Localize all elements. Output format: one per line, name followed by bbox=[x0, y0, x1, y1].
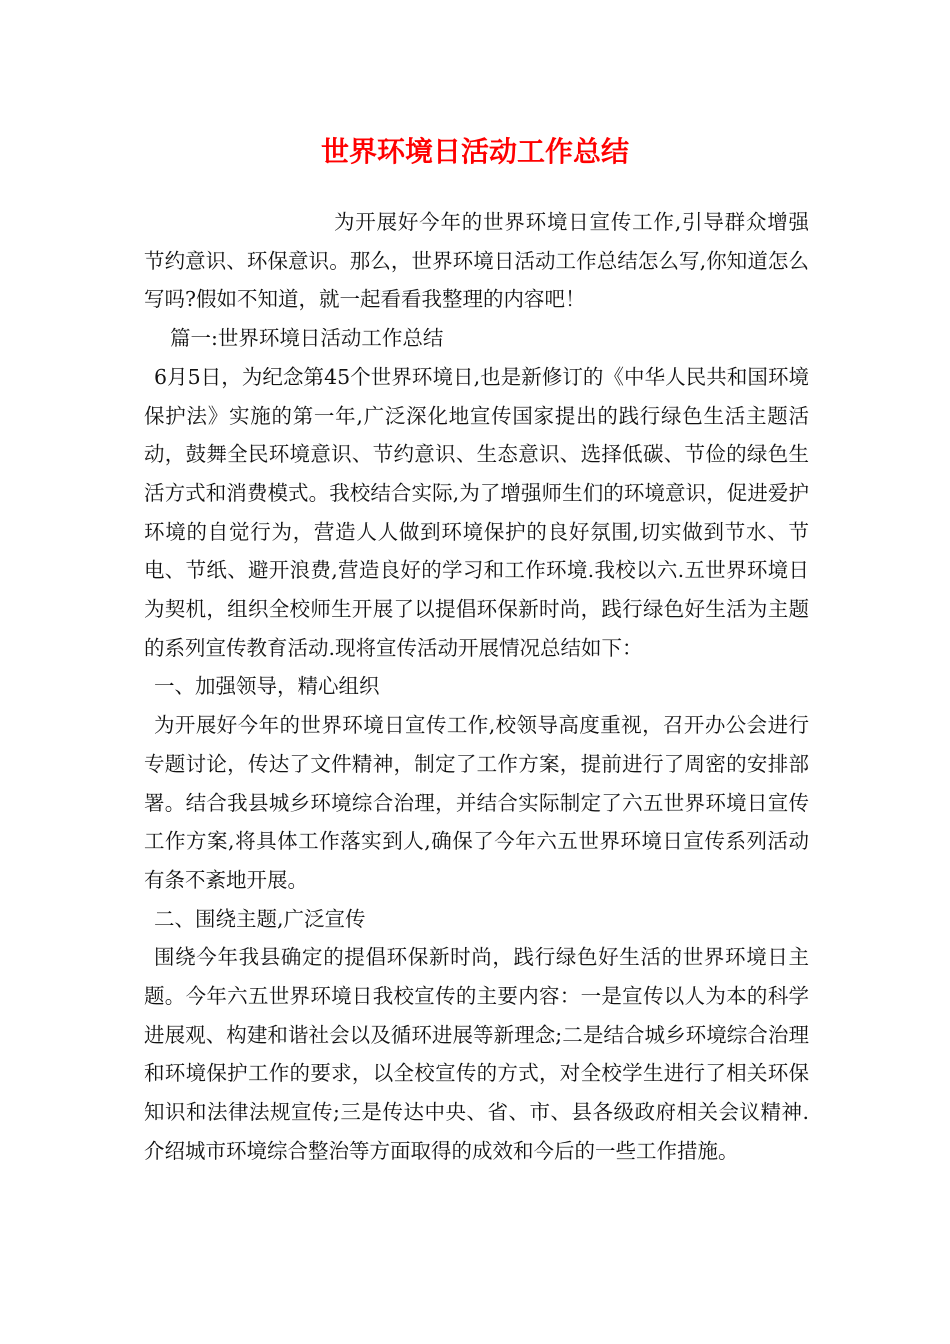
section-heading-part-one: 篇一:世界环境日活动工作总结 bbox=[170, 326, 444, 351]
document-title: 世界环境日活动工作总结 bbox=[320, 135, 629, 168]
section-heading: 一、加强领导，精心组织 bbox=[154, 674, 380, 699]
body-paragraph: 围绕今年我县确定的提倡环保新时尚，践行绿色好生活的世界环境日主题。今年六五世界环境日我校宣传的主要内容：一是宣传以人为本的科学进展观、构建和谐社会以及循环进展等新理念;二是结合城乡环境综合治理和环境保护工作的要求，以全校宣传的方式，对全校学生进行了相关环保知识和法律法规宣传;三是传达中央、省、市、县各级政府相关会议精神.介绍城市环境综合整治等方面取得的成效和今后的一些工作措施。 bbox=[144, 945, 809, 1163]
intro-paragraph: 为开展好今年的世界环境日宣传工作,引导群众增强节约意识、环保意识。那么，世界环境日活动工作总结怎么写,你知道怎么写吗?假如不知道，就一起看看我整理的内容吧！ bbox=[144, 210, 809, 312]
document-body bbox=[144, 203, 809, 1171]
section-heading: 二、围绕主题,广泛宣传 bbox=[154, 906, 366, 931]
body-paragraph: 为开展好今年的世界环境日宣传工作,校领导高度重视，召开办公会进行专题讨论，传达了文件精神，制定了工作方案，提前进行了周密的安排部署。结合我县城乡环境综合治理，并结合实际制定了六五世界环境日宣传工作方案,将具体工作落实到人,确保了今年六五世界环境日宣传系列活动有条不紊地开展。 bbox=[144, 713, 809, 892]
body-paragraph: 6月5日，为纪念第45个世界环境日,也是新修订的《中华人民共和国环境保护法》实施的第一年,广泛深化地宣传国家提出的践行绿色生活主题活动，鼓舞全民环境意识、节约意识、生态意识、选择低碳、节俭的绿色生活方式和消费模式。我校结合实际,为了增强师生们的环境意识，促进爱护环境的自觉行为，营造人人做到环境保护的良好氛围,切实做到节水、节电、节纸、避开浪费,营造良好的学习和工作环境.我校以六.五世界环境日为契机，组织全校师生开展了以提倡环保新时尚，践行绿色好生活为主题的系列宣传教育活动.现将宣传活动开展情况总结如下： bbox=[144, 364, 809, 660]
